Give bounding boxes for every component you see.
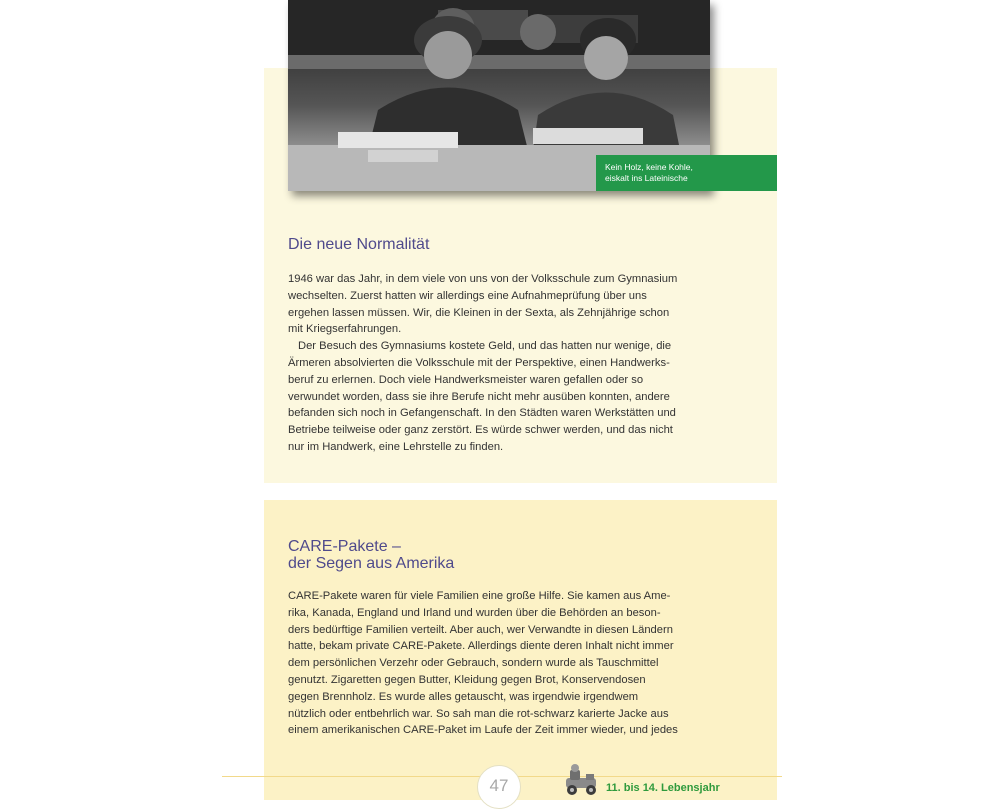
text-line: nur im Handwerk, eine Lehrstelle zu finden.: [288, 440, 504, 453]
text-line: hatte, bekam private CARE-Pakete. Allerdings diente deren Inhalt nicht immer: [288, 640, 674, 653]
text-line: 1946 war das Jahr, in dem viele von uns von der Volksschule zum Gymnasium: [288, 273, 678, 285]
chapter-label: 11. bis 14. Lebensjahr: [606, 782, 720, 794]
text-line: ergehen lassen müssen. Wir, die Kleinen in der Sexta, als Zehnjährige schon: [288, 306, 670, 319]
text-line: dem persönlichen Verzehr oder Gebrauch, sondern wurde als Tauschmittel: [288, 657, 659, 670]
heading-line: der Segen aus Amerika: [288, 555, 455, 572]
text-line: beruf zu erlernen. Doch viele Handwerksmeister waren gefallen oder so: [288, 373, 644, 386]
text-line: verwundet worden, dass sie ihre Berufe nicht mehr ausüben konnten, andere: [288, 390, 670, 403]
section-heading-2: [288, 538, 454, 572]
toy-car-icon: [562, 762, 602, 798]
text-line: einem amerikanischen CARE-Paket im Laufe der Zeit immer wieder, und jedes: [288, 724, 678, 737]
text-line: rika, Kanada, England und Irland und wurden über die Behörden an beson-: [288, 606, 661, 619]
text-line: CARE-Pakete waren für viele Familien eine große Hilfe. Sie kamen aus Ame-: [288, 590, 671, 602]
text-line: mit Kriegserfahrungen.: [288, 323, 402, 336]
text-line: befanden sich noch in Gefangenschaft. In den Städten waren Werkstätten und: [288, 407, 676, 420]
text-line: Betriebe teilweise oder ganz zerstört. Es würde schwer werden, und das nicht: [288, 424, 673, 437]
text-line: genutzt. Zigaretten gegen Butter, Kleidung gegen Brot, Konservendosen: [288, 673, 646, 686]
text-line: gegen Brennholz. Es wurde alles getauscht, was irgendwie irgendwem: [288, 690, 639, 703]
section-body-1: [288, 271, 728, 456]
text-line: Der Besuch des Gymnasiums kostete Geld, und das hatten nur wenige, die: [298, 340, 672, 353]
section-heading-1: [288, 236, 429, 253]
text-line: Ärmeren absolvierten die Volksschule mit der Perspektive, einen Handwerks-: [288, 356, 670, 369]
text-line: ders bedürftige Familien verteilt. Aber auch, wer Verwandte in diesen Ländern: [288, 623, 673, 636]
heading-line: CARE-Pakete –: [288, 538, 401, 555]
heading-line: Die neue Normalität: [288, 236, 430, 253]
section-body-2: [288, 588, 728, 739]
text-line: nützlich oder entbehrlich war. So sah man die rot-schwarz karierte Jacke aus: [288, 707, 669, 720]
photo-caption: [596, 155, 777, 191]
caption-line: Kein Holz, keine Kohle,: [605, 162, 693, 172]
page-number: 47: [477, 765, 521, 809]
text-line: wechselten. Zuerst hatten wir allerdings eine Aufnahmeprüfung über uns: [288, 289, 647, 302]
caption-line: eiskalt ins Lateinische: [605, 173, 688, 183]
